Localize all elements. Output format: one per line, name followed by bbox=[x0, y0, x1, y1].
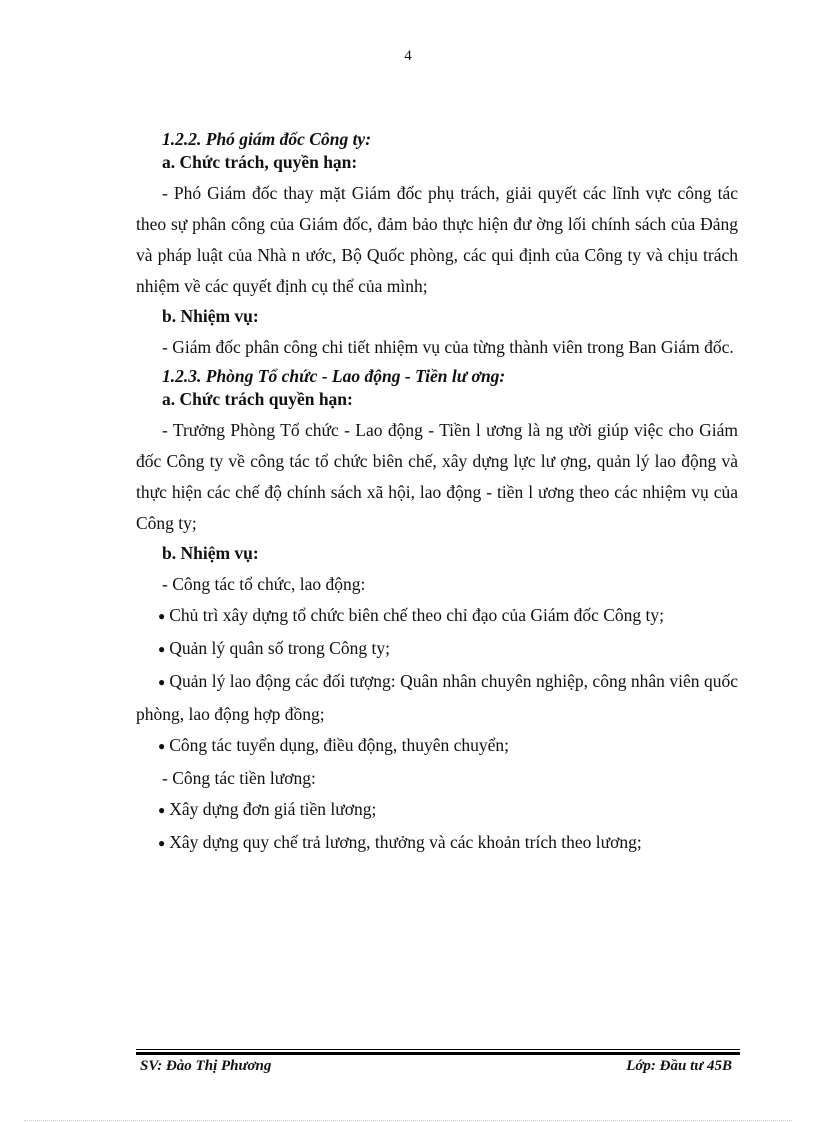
bullet-item bbox=[136, 827, 738, 860]
section-heading-hr-department: 1.2.3. Phòng Tổ chức - Lao động - Tiền lư ơng: bbox=[162, 366, 506, 386]
footer-student-name: SV: Đào Thị Phương bbox=[140, 1058, 272, 1074]
bullet-item bbox=[136, 633, 738, 666]
bullet-icon: ● bbox=[158, 836, 166, 850]
footer-rule-thin bbox=[136, 1049, 740, 1050]
footer-rule-thick bbox=[136, 1052, 740, 1055]
paragraph-hr-duties: - Trưởng Phòng Tổ chức - Lao động - Tiền l ương là ng ười giúp việc cho Giám đốc Công ty về công tác tổ chức biên chế, xây dựng lực lư ợng, quản lý lao động và thực hiện các chế độ chính sách xã hội, lao động - tiền l ương theo các nhiệm vụ của Công ty; bbox=[136, 420, 738, 533]
list-item-salary: - Công tác tiền lương: bbox=[162, 768, 316, 788]
paragraph-deputy-tasks: - Giám đốc phân công chi tiết nhiệm vụ của từng thành viên trong Ban Giám đốc. bbox=[162, 337, 734, 357]
bullet-text: Quản lý quân số trong Công ty; bbox=[169, 638, 390, 658]
bullet-item bbox=[136, 666, 738, 730]
bullet-item bbox=[136, 794, 738, 827]
bullet-text: Xây dựng đơn giá tiền lương; bbox=[169, 799, 377, 819]
bullet-item bbox=[136, 730, 738, 763]
subheading-tasks: b. Nhiệm vụ: bbox=[162, 306, 259, 326]
document-body bbox=[136, 128, 738, 860]
list-item-organization-labor: - Công tác tổ chức, lao động: bbox=[162, 574, 366, 594]
page-number: 4 bbox=[404, 48, 412, 64]
bullet-text: Xây dựng quy chế trả lương, thưởng và các khoản trích theo lương; bbox=[169, 832, 642, 852]
footer-class: Lớp: Đầu tư 45B bbox=[626, 1058, 732, 1074]
bullet-icon: ● bbox=[158, 609, 166, 623]
bullet-text: Quản lý lao động các đối tượng: Quân nhân chuyên nghiệp, công nhân viên quốc phòng, lao động hợp đồng; bbox=[136, 671, 739, 724]
paragraph-deputy-duties: - Phó Giám đốc thay mặt Giám đốc phụ trách, giải quyết các lĩnh vực công tác theo sự phân công của Giám đốc, đảm bảo thực hiện đư ờng lối chính sách của Đảng và pháp luật của Nhà n ước, Bộ Quốc phòng, các qui định của Công ty và chịu trách nhiệm về các quyết định cụ thể của mình; bbox=[136, 183, 738, 296]
bullet-text: Công tác tuyển dụng, điều động, thuyên chuyển; bbox=[169, 735, 509, 755]
subheading-hr-tasks: b. Nhiệm vụ: bbox=[162, 543, 259, 563]
bullet-icon: ● bbox=[158, 803, 166, 817]
section-heading-deputy-director: 1.2.2. Phó giám đốc Công ty: bbox=[162, 129, 372, 149]
bullet-icon: ● bbox=[158, 642, 166, 656]
bullet-text: Chủ trì xây dựng tổ chức biên chế theo chỉ đạo của Giám đốc Công ty; bbox=[169, 605, 665, 625]
subheading-hr-duties-authority: a. Chức trách quyền hạn: bbox=[162, 389, 353, 409]
bullet-item bbox=[136, 600, 738, 633]
bullet-icon: ● bbox=[158, 675, 166, 689]
bullet-icon: ● bbox=[158, 739, 166, 753]
page-edge-divider bbox=[24, 1120, 792, 1121]
subheading-duties-authority: a. Chức trách, quyền hạn: bbox=[162, 152, 358, 172]
